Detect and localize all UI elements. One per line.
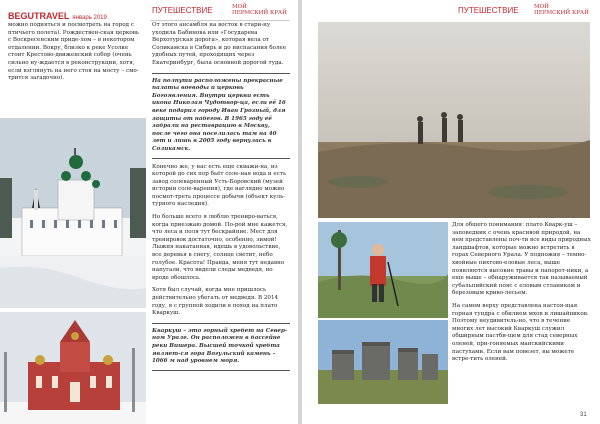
rocks-photo bbox=[318, 320, 448, 404]
section-title: ПУТЕШЕСТВИЕ bbox=[152, 6, 213, 15]
left-header-brand bbox=[8, 6, 118, 20]
hiker-illustration bbox=[318, 222, 448, 318]
right-page-text bbox=[452, 222, 592, 410]
header-divider bbox=[150, 20, 290, 21]
right-paragraph-1: Для общего понимания: плато Кварк-уш – заповедник с очень красивой природой, на нем представлены поч-ти все виды природных ландшафтов, которые можно встретить в горах Северного Урала. У подножия – темно-хвойные пихтово-еловые леса, выше появляются высокие травы и папорот-ники, а еще выше – обнаруживается так называемый субальпийский пояс с еловым стлаником и березовым криво-лесьем. bbox=[452, 222, 591, 297]
right-region-line1: МОЙ bbox=[534, 4, 549, 10]
magazine-brand: BEGUTRAVEL bbox=[8, 11, 70, 21]
right-region-line2: ПЕРМСКИЙ КРАЙ bbox=[534, 10, 589, 16]
right-column-text bbox=[152, 22, 290, 420]
rocks-illustration bbox=[318, 320, 448, 404]
region-line2: ПЕРМСКИЙ КРАЙ bbox=[232, 10, 287, 16]
issue-date: январь 2019 bbox=[72, 15, 107, 21]
hiker-photo bbox=[318, 222, 448, 318]
right-section-title: ПУТЕШЕСТВИЕ bbox=[458, 6, 519, 15]
col2-paragraph-3: Но больше всего я люблю трениро-ваться, когда приезжаю домой. По-рой мне кажется, что леса и поля тут бескрайние. Мест для тренировок достаточно, особенно, зимой! Лыжня накатанная, идешь в удовольствие, все деревья в снегу, солнце светит, небо голубое. Красота! Правда, меня тут недавно напугали, что видели следы медведя, но вроде обошлось. bbox=[152, 214, 288, 281]
plateau-illustration bbox=[318, 22, 590, 218]
col2-callout-1: На полпути расположены прекрасные палаты воеводы и церковь Богоявления. Внутри церкви есть икона Николая Чудотвор-ца, если её 16 веке подарил городу Иван Грозный, для защиты от набегов. В 1965 году её забрали на реставрацию в Москву, после чего она поселилась там на 40 лет и лишь в 2005 году вернулась в Соликамск. bbox=[152, 73, 290, 159]
region-label bbox=[232, 4, 287, 16]
right-paragraph-2: На самом верху представлена настоя-щая горная тундра с обилием мхов и лишайников. Поэтому неудивитель-но, что в течение многих лет высокий Кваркуш служил обширным пастби-щем для стад северных оленей, при-гоняемых манскийскими пастухами. Если вам повезет, вы можете встре-тить оленей. bbox=[452, 302, 589, 363]
col2-paragraph-1: От этого ансамбля на восток в стари-ну уходила Бабинова или «Государева Верхотурская дорога», которая вела от Соликамска в Сибирь и до ниспасания более удобных путей, проходящих через Екатеринбург, была основной дорогой туда. bbox=[152, 22, 287, 66]
cathedral-illustration bbox=[0, 312, 146, 424]
right-region-label bbox=[534, 4, 589, 16]
col2-paragraph-2: Конечно же, у нас есть еще скважи-на, из которой до сих пор бьёт соле-ная вода и есть завод солеваренный Усть-Боровский (музей истории соле-варения), где наглядно можно посмот-треть процессе добычи (объект куль-турного наследия). bbox=[152, 163, 287, 208]
col2-paragraph-4: Хотя был случай, когда мне пришлось действительно убегать от медведя. В 2014 году, я с группой ходили в поход на плато Кваркуш. bbox=[152, 287, 279, 317]
region-line1: МОЙ bbox=[232, 4, 247, 10]
col1-paragraph: можно подняться и посмотреть на город с птичьего полета). Рождествен-ская церковь с Воскресенским приде-лом – в некотором отдалении. Вокру, близко к реке Усолке стоит Крестово-движенский собор (очень сильно ну-ждается в реконструкции, хотя, если взглянуть на него стоя на мосту – смо-трится загадочно). bbox=[8, 22, 139, 82]
page-number: 31 bbox=[580, 412, 587, 418]
left-page bbox=[0, 0, 298, 424]
left-column-text bbox=[8, 22, 142, 118]
plateau-fog-photo bbox=[318, 22, 590, 218]
right-page bbox=[302, 0, 600, 424]
cathedral-photo bbox=[0, 312, 146, 424]
col2-callout-2: Кваркуш – это горный хребет на Север-ном Урале. Он расположен в бассейне реки Вишера. Высшей точкой хребта являет-ся гора Вогульский камень – 1066 м над уровнем моря. bbox=[152, 323, 290, 371]
church-illustration bbox=[0, 118, 146, 308]
church-photo bbox=[0, 118, 146, 308]
